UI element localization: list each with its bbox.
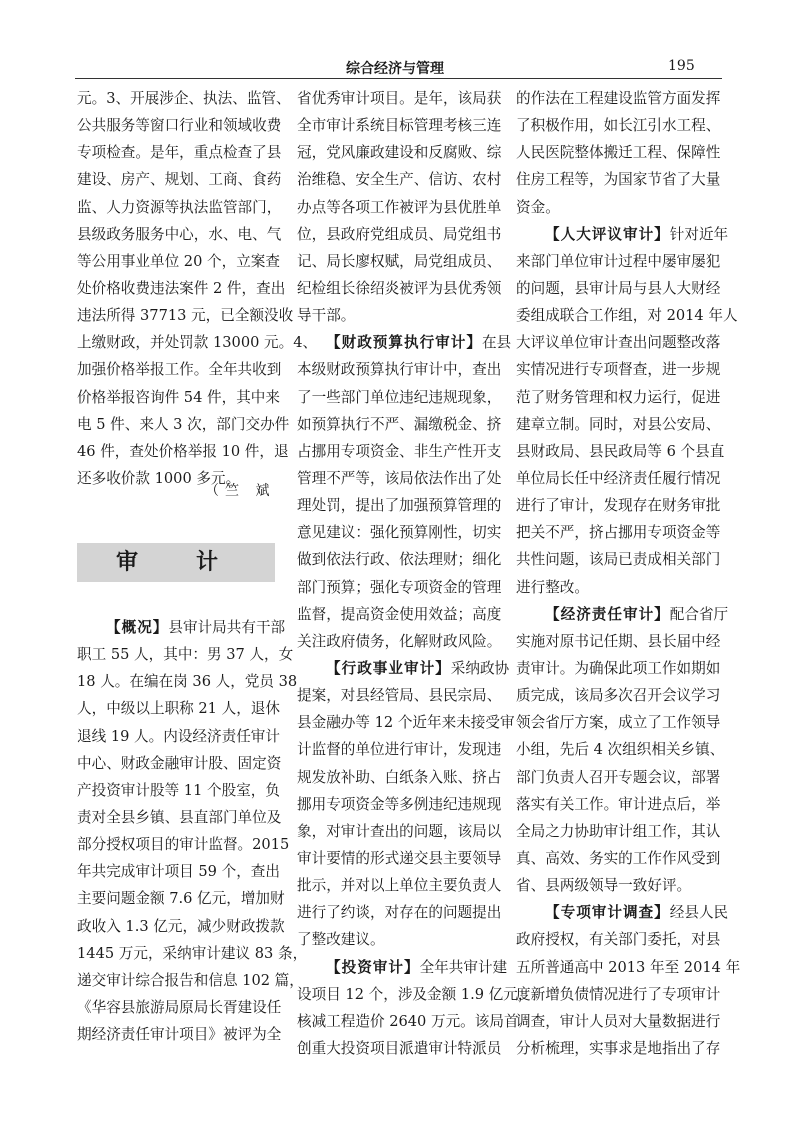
text-line — [297, 166, 502, 193]
line-text: 质完成，该局多次召开会议学习 — [516, 687, 721, 705]
paragraph — [516, 85, 721, 221]
line-text: 真、高效、务实的工作作风受到 — [516, 849, 721, 867]
text-line — [516, 628, 721, 655]
text-line — [77, 885, 285, 912]
text-line — [77, 804, 282, 831]
line-text: 还多收价款 1000 多元。 — [77, 469, 241, 487]
subsection-heading: 【专项审计调查】 — [545, 904, 670, 922]
line-text: 价格举报咨询件 54 件，其中来 — [77, 388, 280, 406]
text-line — [516, 682, 721, 709]
text-line — [516, 872, 716, 899]
line-text: 部门负责人召开专题会议，部署 — [516, 768, 721, 786]
line-text: 加强价格举报工作。全年共收到 — [77, 361, 282, 379]
line-text: 经县人民 — [669, 904, 729, 922]
text-line — [516, 926, 721, 953]
line-text: 建设、房产、规划、工商、食药 — [77, 171, 282, 189]
line-text: 共性问题，该局已责成相关部门 — [516, 551, 721, 569]
line-text: 《华容县旅游局原局长胥建设任 — [77, 998, 282, 1016]
line-text: 全局之力协助审计组工作，其认 — [516, 822, 721, 840]
line-text: 位，县政府党组成员、局党组书 — [297, 225, 502, 243]
line-text: 处价格收费违法案件 2 件，查出 — [77, 279, 286, 297]
line-text: 计监督的单位进行审计，发现违 — [297, 741, 502, 759]
text-line — [516, 465, 721, 492]
line-text: 核减工程造价 2640 万元。该局首 — [297, 1012, 519, 1030]
line-text: 县审计局共有干部 — [168, 619, 286, 636]
text-line — [297, 628, 502, 655]
line-text: 实施对原书记任期、县长届中经 — [516, 632, 721, 650]
line-text: 度新增负债情况进行了专项审计 — [516, 985, 721, 1003]
text-line — [77, 723, 280, 750]
line-text: 导干部。 — [297, 307, 356, 325]
line-text: 县级政务服务中心，水、电、气 — [77, 225, 282, 243]
text-line — [516, 736, 725, 763]
line-text: 挪用专项资金等多例违纪违规现 — [297, 795, 502, 813]
subsection-heading: 【人大评议审计】 — [545, 225, 670, 243]
subsection-heading: 【概况】 — [106, 619, 169, 636]
line-text: 做到依法行政、依法理财；细化 — [297, 551, 502, 569]
text-line — [297, 492, 502, 519]
text-line — [77, 356, 282, 383]
line-text: 全年共审计建 — [419, 958, 508, 976]
text-line — [516, 275, 721, 302]
text-line — [77, 275, 286, 302]
text-line — [77, 221, 282, 248]
line-text: 中心、财政金融审计股、固定资 — [77, 754, 282, 772]
line-text: 职工 55 人，其中：男 37 人，女 — [77, 646, 294, 664]
text-line — [516, 655, 721, 682]
line-text: 元。3、开展涉企、执法、监管、 — [77, 90, 291, 107]
text-line — [297, 248, 502, 275]
line-text: 配合省厅 — [669, 605, 729, 623]
line-text: 本级财政预算执行审计中，查出 — [297, 361, 502, 379]
text-line — [297, 465, 502, 492]
text-line — [297, 139, 502, 166]
text-line — [297, 845, 502, 872]
text-line — [516, 519, 721, 546]
text-line — [77, 438, 289, 465]
text-line — [77, 831, 290, 858]
text-line — [297, 655, 510, 682]
line-text: 了整改建议。 — [297, 931, 385, 949]
text-line — [77, 248, 280, 275]
line-text: 了一些部门单位违纪违规现象， — [297, 388, 502, 406]
line-text: 主要问题金额 7.6 亿元，增加财 — [77, 890, 285, 908]
line-text: 大评议单位审计查出问题整改落 — [516, 334, 721, 352]
text-line — [77, 614, 286, 641]
line-text: 委组成联合工作组，对 2014 年人 — [516, 307, 738, 325]
line-text: 调查，审计人员对大量数据进行 — [516, 1012, 721, 1030]
line-text: 违法所得 37713 元，已全额没收 — [77, 307, 294, 325]
text-line — [516, 329, 721, 356]
line-text: 进行了约谈，对存在的问题提出 — [297, 904, 502, 922]
line-text: 住房工程等，为国家节省了大量 — [516, 171, 721, 189]
subsection-paragraph — [297, 954, 533, 1063]
line-text: 递交审计综合报告和信息 102 篇， — [77, 971, 304, 989]
line-text: 部门预算；强化专项资金的管理 — [297, 578, 502, 596]
subsection-paragraph — [516, 601, 729, 900]
text-line — [297, 519, 502, 546]
text-line — [77, 777, 280, 804]
text-line — [77, 940, 308, 967]
line-text: 落实有关工作。审计进点后，举 — [516, 795, 721, 813]
line-text: 规发放补助、白纸条入账、挤占 — [297, 768, 502, 786]
text-line — [297, 926, 497, 953]
text-line — [77, 641, 294, 668]
text-line — [297, 302, 497, 329]
text-line — [77, 302, 294, 329]
text-line — [297, 275, 502, 302]
line-text: 46 件，查处价格举报 10 件，退 — [77, 442, 289, 460]
text-line — [77, 668, 298, 695]
text-line — [297, 872, 502, 899]
text-line — [297, 112, 502, 139]
line-text: 等公用事业单位 20 个，立案查 — [77, 252, 280, 270]
line-text: 部分授权项目的审计监督。2015 — [77, 836, 290, 854]
text-line — [77, 750, 282, 777]
line-text: 分析梳理，实事求是地指出了存 — [516, 1039, 721, 1057]
text-line — [516, 356, 721, 383]
subsection-heading: 【投资审计】 — [326, 958, 420, 976]
text-line — [516, 302, 738, 329]
line-text: 采纳政协 — [450, 659, 510, 677]
text-line — [297, 682, 502, 709]
line-text: 治维稳、安全生产、信访、农村 — [297, 171, 502, 189]
subsection-paragraph — [297, 329, 512, 655]
line-text: 年共完成审计项目 59 个，查出 — [77, 863, 280, 881]
text-line — [77, 112, 282, 139]
line-text: 审计要情的形式递交县主要领导 — [297, 849, 502, 867]
text-line — [516, 574, 716, 601]
line-text: 如预算执行不严、漏缴税金、挤 — [297, 415, 502, 433]
text-line — [516, 1035, 721, 1062]
text-line — [77, 384, 280, 411]
text-line — [516, 899, 729, 926]
subsection-heading: 【行政事业审计】 — [326, 659, 451, 677]
text-line — [516, 546, 721, 573]
text-line — [297, 546, 502, 573]
text-line — [77, 1021, 282, 1048]
line-text: 资金。 — [516, 198, 560, 216]
line-text: 占挪用专项资金、非生产性开支 — [297, 442, 502, 460]
text-line — [516, 764, 721, 791]
column-1-top — [77, 85, 318, 492]
text-line — [516, 845, 721, 872]
line-text: 人，中级以上职称 21 人，退休 — [77, 700, 280, 718]
line-text: 上缴财政，并处罚款 13000 元。4、 — [77, 334, 318, 352]
line-text: 创重大投资项目派遣审计特派员 — [297, 1039, 502, 1057]
text-line — [516, 139, 721, 166]
text-line — [297, 438, 502, 465]
line-text: 进行了审计，发现存在财务审批 — [516, 497, 721, 515]
line-text: 五所普通高中 2013 年至 2014 年 — [516, 958, 741, 976]
paragraph — [297, 85, 502, 329]
line-text: 提案，对县经管局、县民宗局、 — [297, 687, 502, 705]
line-text: 人民医院整体搬迁工程、保障性 — [516, 144, 721, 162]
line-text: 领会省厅方案，成立了工作领导 — [516, 714, 721, 732]
line-text: 政府授权，有关部门委托，对县 — [516, 931, 721, 949]
text-line — [516, 112, 721, 139]
line-text: 电 5 件、来人 3 次，部门交办件 — [77, 415, 290, 433]
line-text: 省、县两级领导一致好评。 — [516, 877, 692, 895]
line-text: 政收入 1.3 亿元，减少财政拨款 — [77, 917, 285, 935]
text-line — [297, 85, 502, 112]
text-line — [297, 736, 502, 763]
subsection-paragraph — [516, 221, 738, 601]
line-text: 关注政府债务，化解财政风险。 — [297, 632, 502, 650]
line-text: 建章立制。同时，对县公安局、 — [516, 415, 721, 433]
line-text: 设项目 12 个，涉及金额 1.9 亿元， — [297, 985, 533, 1003]
line-text: 公共服务等窗口行业和领域收费 — [77, 117, 282, 135]
text-line — [297, 601, 502, 628]
text-line — [297, 411, 502, 438]
text-line — [297, 899, 502, 926]
text-line — [516, 438, 725, 465]
line-text: 县财政局、县民政局等 6 个县直 — [516, 442, 725, 460]
line-text: 在县 — [481, 334, 512, 352]
line-text: 批示，并对以上单位主要负责人 — [297, 877, 502, 895]
text-line — [516, 384, 721, 411]
text-line — [297, 221, 502, 248]
text-line — [77, 913, 285, 940]
text-line — [77, 329, 318, 356]
line-text: 把关不严，挤占挪用专项资金等 — [516, 524, 721, 542]
text-line — [516, 221, 729, 248]
line-text: 全市审计系统目标管理考核三连 — [297, 117, 502, 135]
line-text: 的作法在工程建设监管方面发挥 — [516, 90, 721, 107]
text-line — [516, 1008, 721, 1035]
column-1-bottom — [77, 614, 308, 1048]
text-line — [77, 695, 280, 722]
line-text: 责审计。为确保此项工作如期如 — [516, 659, 721, 677]
text-line — [516, 411, 721, 438]
text-line — [297, 329, 512, 356]
line-text: 单位局长任中经济责任履行情况 — [516, 469, 721, 487]
text-line — [77, 858, 280, 885]
line-text: 监、人力资源等执法监管部门， — [77, 198, 282, 216]
subsection-heading: 【经济责任审计】 — [545, 605, 670, 623]
text-line — [77, 994, 282, 1021]
text-line — [77, 411, 290, 438]
line-text: 省优秀审计项目。是年，该局获 — [297, 90, 502, 107]
subsection-heading: 【财政预算执行审计】 — [326, 334, 482, 352]
text-line — [297, 356, 502, 383]
text-line — [297, 818, 502, 845]
line-text: 纪检组长徐绍炎被评为县优秀领 — [297, 279, 502, 297]
line-text: 实情况进行专项督查，进一步规 — [516, 361, 721, 379]
text-line — [297, 954, 508, 981]
text-line — [516, 194, 716, 221]
line-text: 范了财务管理和权力运行，促进 — [516, 388, 721, 406]
subsection-paragraph — [516, 899, 741, 1062]
line-text: 理处罚，提出了加强预算管理的 — [297, 497, 502, 515]
header-rule — [75, 78, 722, 79]
text-line — [516, 492, 721, 519]
subsection-paragraph — [297, 655, 515, 954]
subsection-paragraph — [77, 614, 308, 1048]
line-text: 退线 19 人。内设经济责任审计 — [77, 727, 280, 745]
column-3 — [516, 85, 741, 1062]
line-text: 县金融办等 12 个近年来未接受审 — [297, 714, 515, 732]
text-line — [516, 709, 721, 736]
text-line — [297, 384, 502, 411]
running-header-title: 综合经济与管理 — [346, 61, 444, 77]
text-line — [297, 764, 502, 791]
text-line — [77, 967, 304, 994]
text-line — [516, 248, 721, 275]
line-text: 意见建议：强化预算刚性，切实 — [297, 524, 502, 542]
line-text: 1445 万元，采纳审计建议 83 条， — [77, 944, 308, 962]
text-line — [297, 1035, 502, 1062]
text-line — [297, 709, 515, 736]
text-line — [516, 601, 729, 628]
line-text: 进行整改。 — [516, 578, 589, 596]
line-text: 来部门单位审计过程中屡审屡犯 — [516, 252, 721, 270]
line-text: 的问题，县审计局与县人大财经 — [516, 279, 721, 297]
text-line — [77, 166, 282, 193]
text-line — [77, 139, 282, 166]
text-line — [297, 1008, 519, 1035]
text-line — [297, 574, 502, 601]
text-line — [516, 981, 721, 1008]
text-line — [516, 791, 721, 818]
text-line — [516, 818, 721, 845]
line-text: 象，对审计查出的问题，该局以 — [297, 822, 502, 840]
text-line — [77, 85, 291, 112]
section-heading-audit: 审 计 — [77, 543, 275, 582]
text-line — [516, 166, 721, 193]
line-text: 专项检查。是年，重点检查了县 — [77, 144, 282, 162]
text-line — [297, 981, 533, 1008]
author-signature: （竺 斌 — [205, 483, 276, 499]
line-text: 针对近年 — [669, 225, 729, 243]
line-text: 办点等各项工作被评为县优胜单 — [297, 198, 502, 216]
line-text: 责对全县乡镇、县直部门单位及 — [77, 808, 282, 826]
line-text: 期经济责任审计项目》被评为全 — [77, 1026, 282, 1044]
line-text: 小组，先后 4 次组织相关乡镇、 — [516, 741, 725, 759]
line-text: 18 人。在编在岗 36 人，党员 38 — [77, 673, 298, 691]
line-text: 了积极作用，如长江引水工程、 — [516, 117, 721, 135]
text-line — [516, 954, 741, 981]
line-text: 监督，提高资金使用效益；高度 — [297, 605, 502, 623]
text-line — [516, 85, 721, 112]
text-line — [297, 194, 502, 221]
page-number: 195 — [668, 58, 695, 74]
line-text: 记、局长廖权赋，局党组成员、 — [297, 252, 502, 270]
line-text: 冠，党风廉政建设和反腐败、综 — [297, 144, 502, 162]
text-line — [297, 791, 502, 818]
text-line — [77, 194, 282, 221]
paragraph — [77, 85, 318, 492]
line-text: 产投资审计股等 11 个股室，负 — [77, 781, 280, 799]
line-text: 管理不严等，该局依法作出了处 — [297, 469, 502, 487]
column-2 — [297, 85, 533, 1062]
